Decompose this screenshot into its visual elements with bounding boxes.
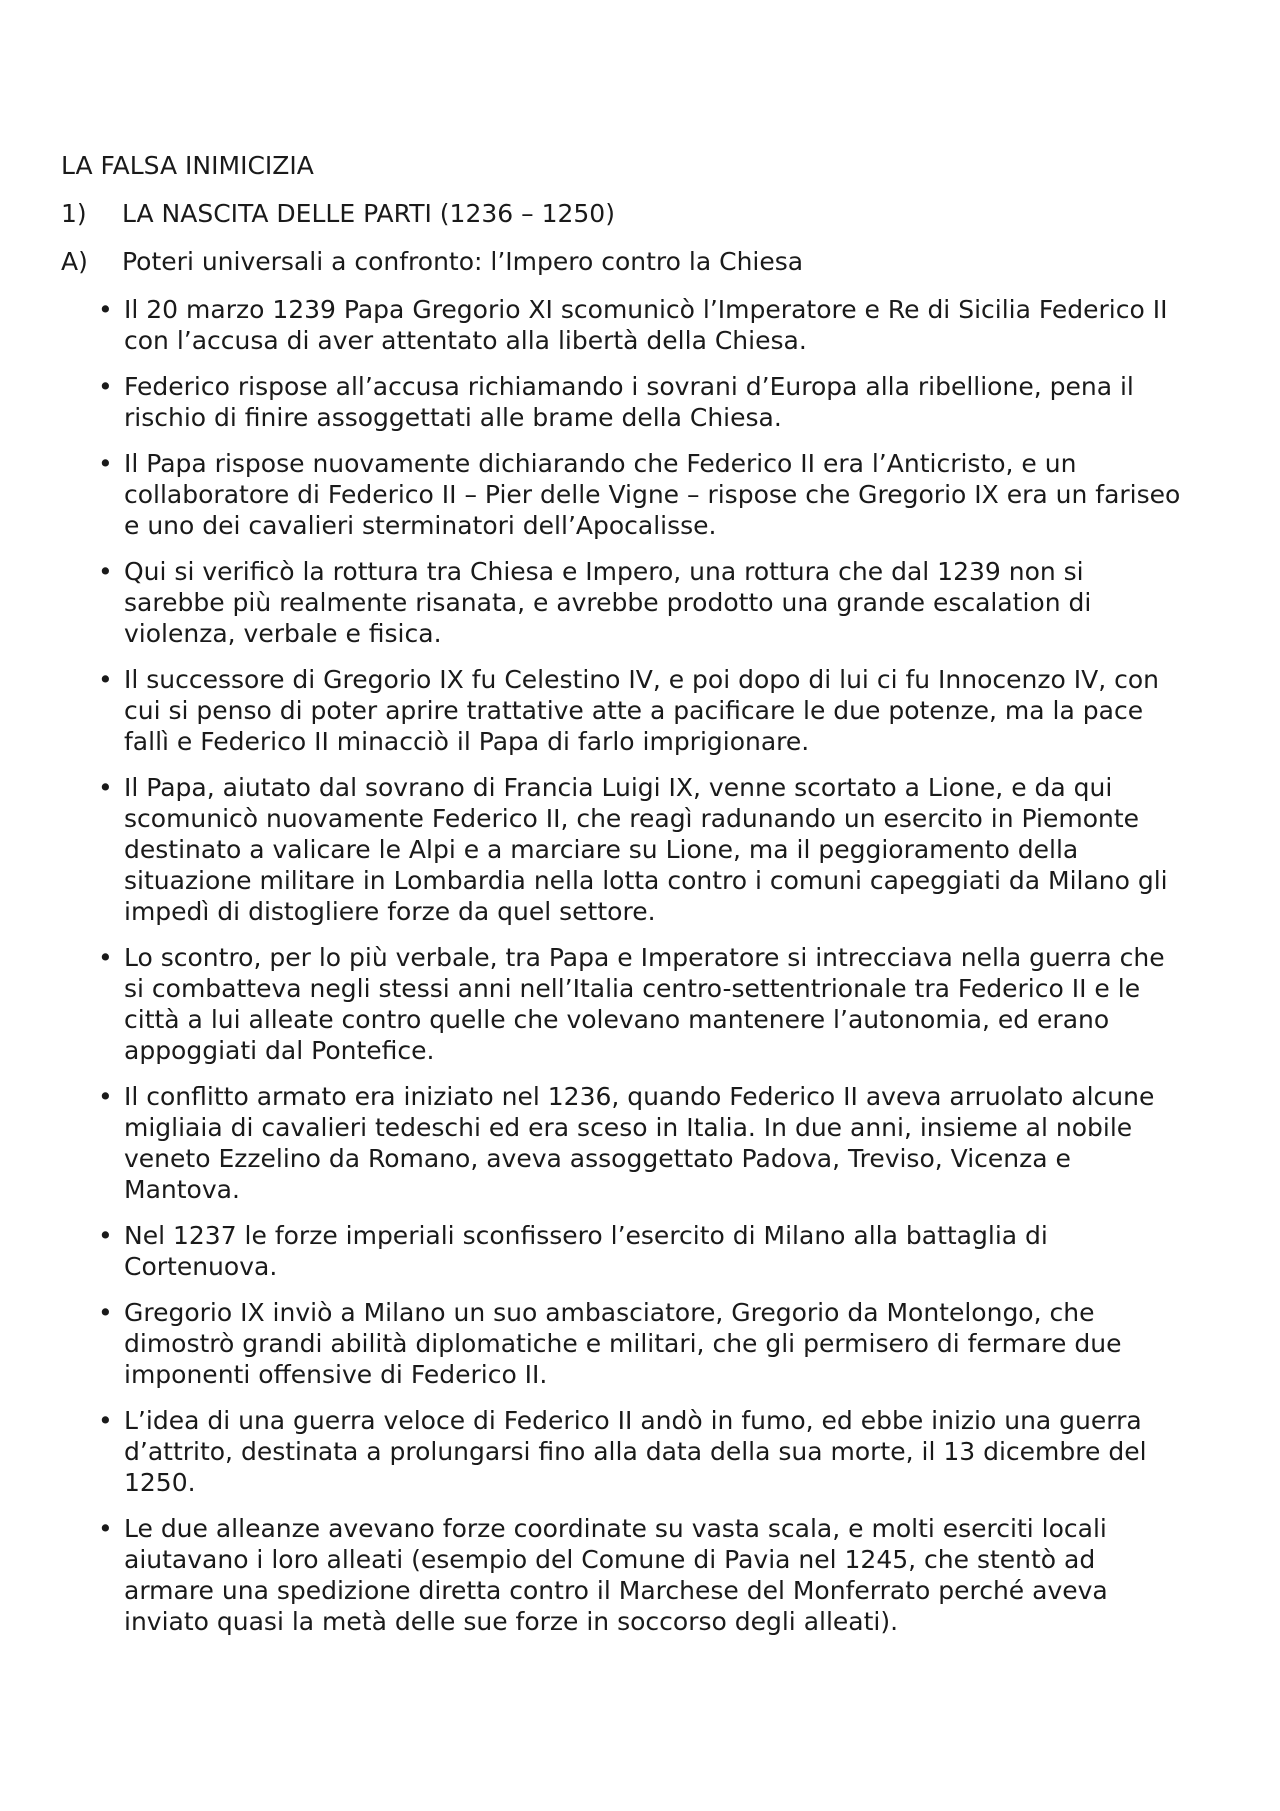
bullet-text: Il successore di Gregorio IX fu Celestino IV, e poi dopo di lui ci fu Innocenzo IV, con cui si penso di poter aprire trattative atte a pacificare le due potenze, ma la pace fallì e Federico II minacciò il Papa di farlo imprigionare. [124,665,1159,756]
bullet-icon: • [98,1082,113,1111]
bullet-item [98,371,1181,433]
document-body [61,150,1181,1652]
bullet-text: Le due alleanze avevano forze coordinate su vasta scala, e molti eserciti locali aiutavano i loro alleati (esempio del Comune di Pavia nel 1245, che stentò ad armare una spedizione diretta contro il Marchese del Monferrato perché aveva inviato quasi la metà delle sue forze in soccorso degli alleati). [124,1514,1108,1636]
bullet-text: Il Papa, aiutato dal sovrano di Francia Luigi IX, venne scortato a Lione, e da qui scomunicò nuovamente Federico II, che reagì radunando un esercito in Piemonte destinato a valicare le Alpi e a marciare su Lione, ma il peggioramento della situazione militare in Lombardia nella lotta contro i comuni capeggiati da Milano gli impedì di distogliere forze da quel settore. [124,773,1168,926]
bullet-text: Qui si verificò la rottura tra Chiesa e Impero, una rottura che dal 1239 non si sarebbe più realmente risanata, e avrebbe prodotto una grande escalation di violenza, verbale e fisica. [124,557,1092,648]
bullet-item [98,1220,1181,1282]
bullet-text: Gregorio IX inviò a Milano un suo ambasciatore, Gregorio da Montelongo, che dimostrò grandi abilità diplomatiche e militari, che gli permisero di fermare due imponenti offensive di Federico II. [124,1298,1122,1389]
bullet-item [98,1405,1181,1498]
bullet-item [98,772,1181,927]
section-heading-text: LA NASCITA DELLE PARTI (1236 – 1250) [122,199,615,228]
bullet-item [98,942,1181,1066]
document-title: LA FALSA INIMICIZIA [61,151,314,180]
bullet-text: Il Papa rispose nuovamente dichiarando che Federico II era l’Anticristo, e un collaboratore di Federico II – Pier delle Vigne – rispose che Gregorio IX era un fariseo e uno dei cavalieri sterminatori dell’Apocalisse. [124,449,1181,540]
bullet-item [98,294,1181,356]
bullet-icon: • [98,1221,113,1250]
subsection-heading-text: Poteri universali a confronto: l’Impero contro la Chiesa [122,247,804,276]
bullet-text: L’idea di una guerra veloce di Federico II andò in fumo, ed ebbe inizio una guerra d’attrito, destinata a prolungarsi fino alla data della sua morte, il 13 dicembre del 1250. [124,1406,1147,1497]
bullet-icon: • [98,773,113,802]
bullet-icon: • [98,372,113,401]
bullet-text: Lo scontro, per lo più verbale, tra Papa e Imperatore si intrecciava nella guerra che si combatteva negli stessi anni nell’Italia centro-settentrionale tra Federico II e le città a lui alleate contro quelle che volevano mantenere l’autonomia, ed erano appoggiati dal Pontefice. [124,943,1165,1065]
bullet-icon: • [98,1298,113,1327]
bullet-icon: • [98,557,113,586]
bullet-icon: • [98,1514,113,1543]
section-marker: 1) [61,199,87,228]
bullet-icon: • [98,449,113,478]
subsection-heading [61,246,1181,277]
bullet-text: Il conflitto armato era iniziato nel 1236, quando Federico II aveva arruolato alcune migliaia di cavalieri tedeschi ed era sceso in Italia. In due anni, insieme al nobile veneto Ezzelino da Romano, aveva assoggettato Padova, Treviso, Vicenza e Mantova. [124,1082,1155,1204]
bullet-item [98,1297,1181,1390]
bullet-item [98,556,1181,649]
bullet-text: Federico rispose all’accusa richiamando i sovrani d’Europa alla ribellione, pena il rischio di finire assoggettati alle brame della Chiesa. [124,372,1134,432]
bullet-icon: • [98,665,113,694]
bullet-icon: • [98,295,113,324]
bullet-item [98,1081,1181,1205]
bullet-icon: • [98,943,113,972]
section-heading [61,198,1181,229]
bullet-text: Il 20 marzo 1239 Papa Gregorio XI scomunicò l’Imperatore e Re di Sicilia Federico II con l’accusa di aver attentato alla libertà della Chiesa. [124,295,1168,355]
bullet-icon: • [98,1406,113,1435]
bullet-item [98,1513,1181,1637]
bullet-item [98,448,1181,541]
subsection-marker: A) [61,247,88,276]
bullet-item [98,664,1181,757]
bullet-list [61,294,1181,1637]
bullet-text: Nel 1237 le forze imperiali sconfissero l’esercito di Milano alla battaglia di Cortenuova. [124,1221,1048,1281]
